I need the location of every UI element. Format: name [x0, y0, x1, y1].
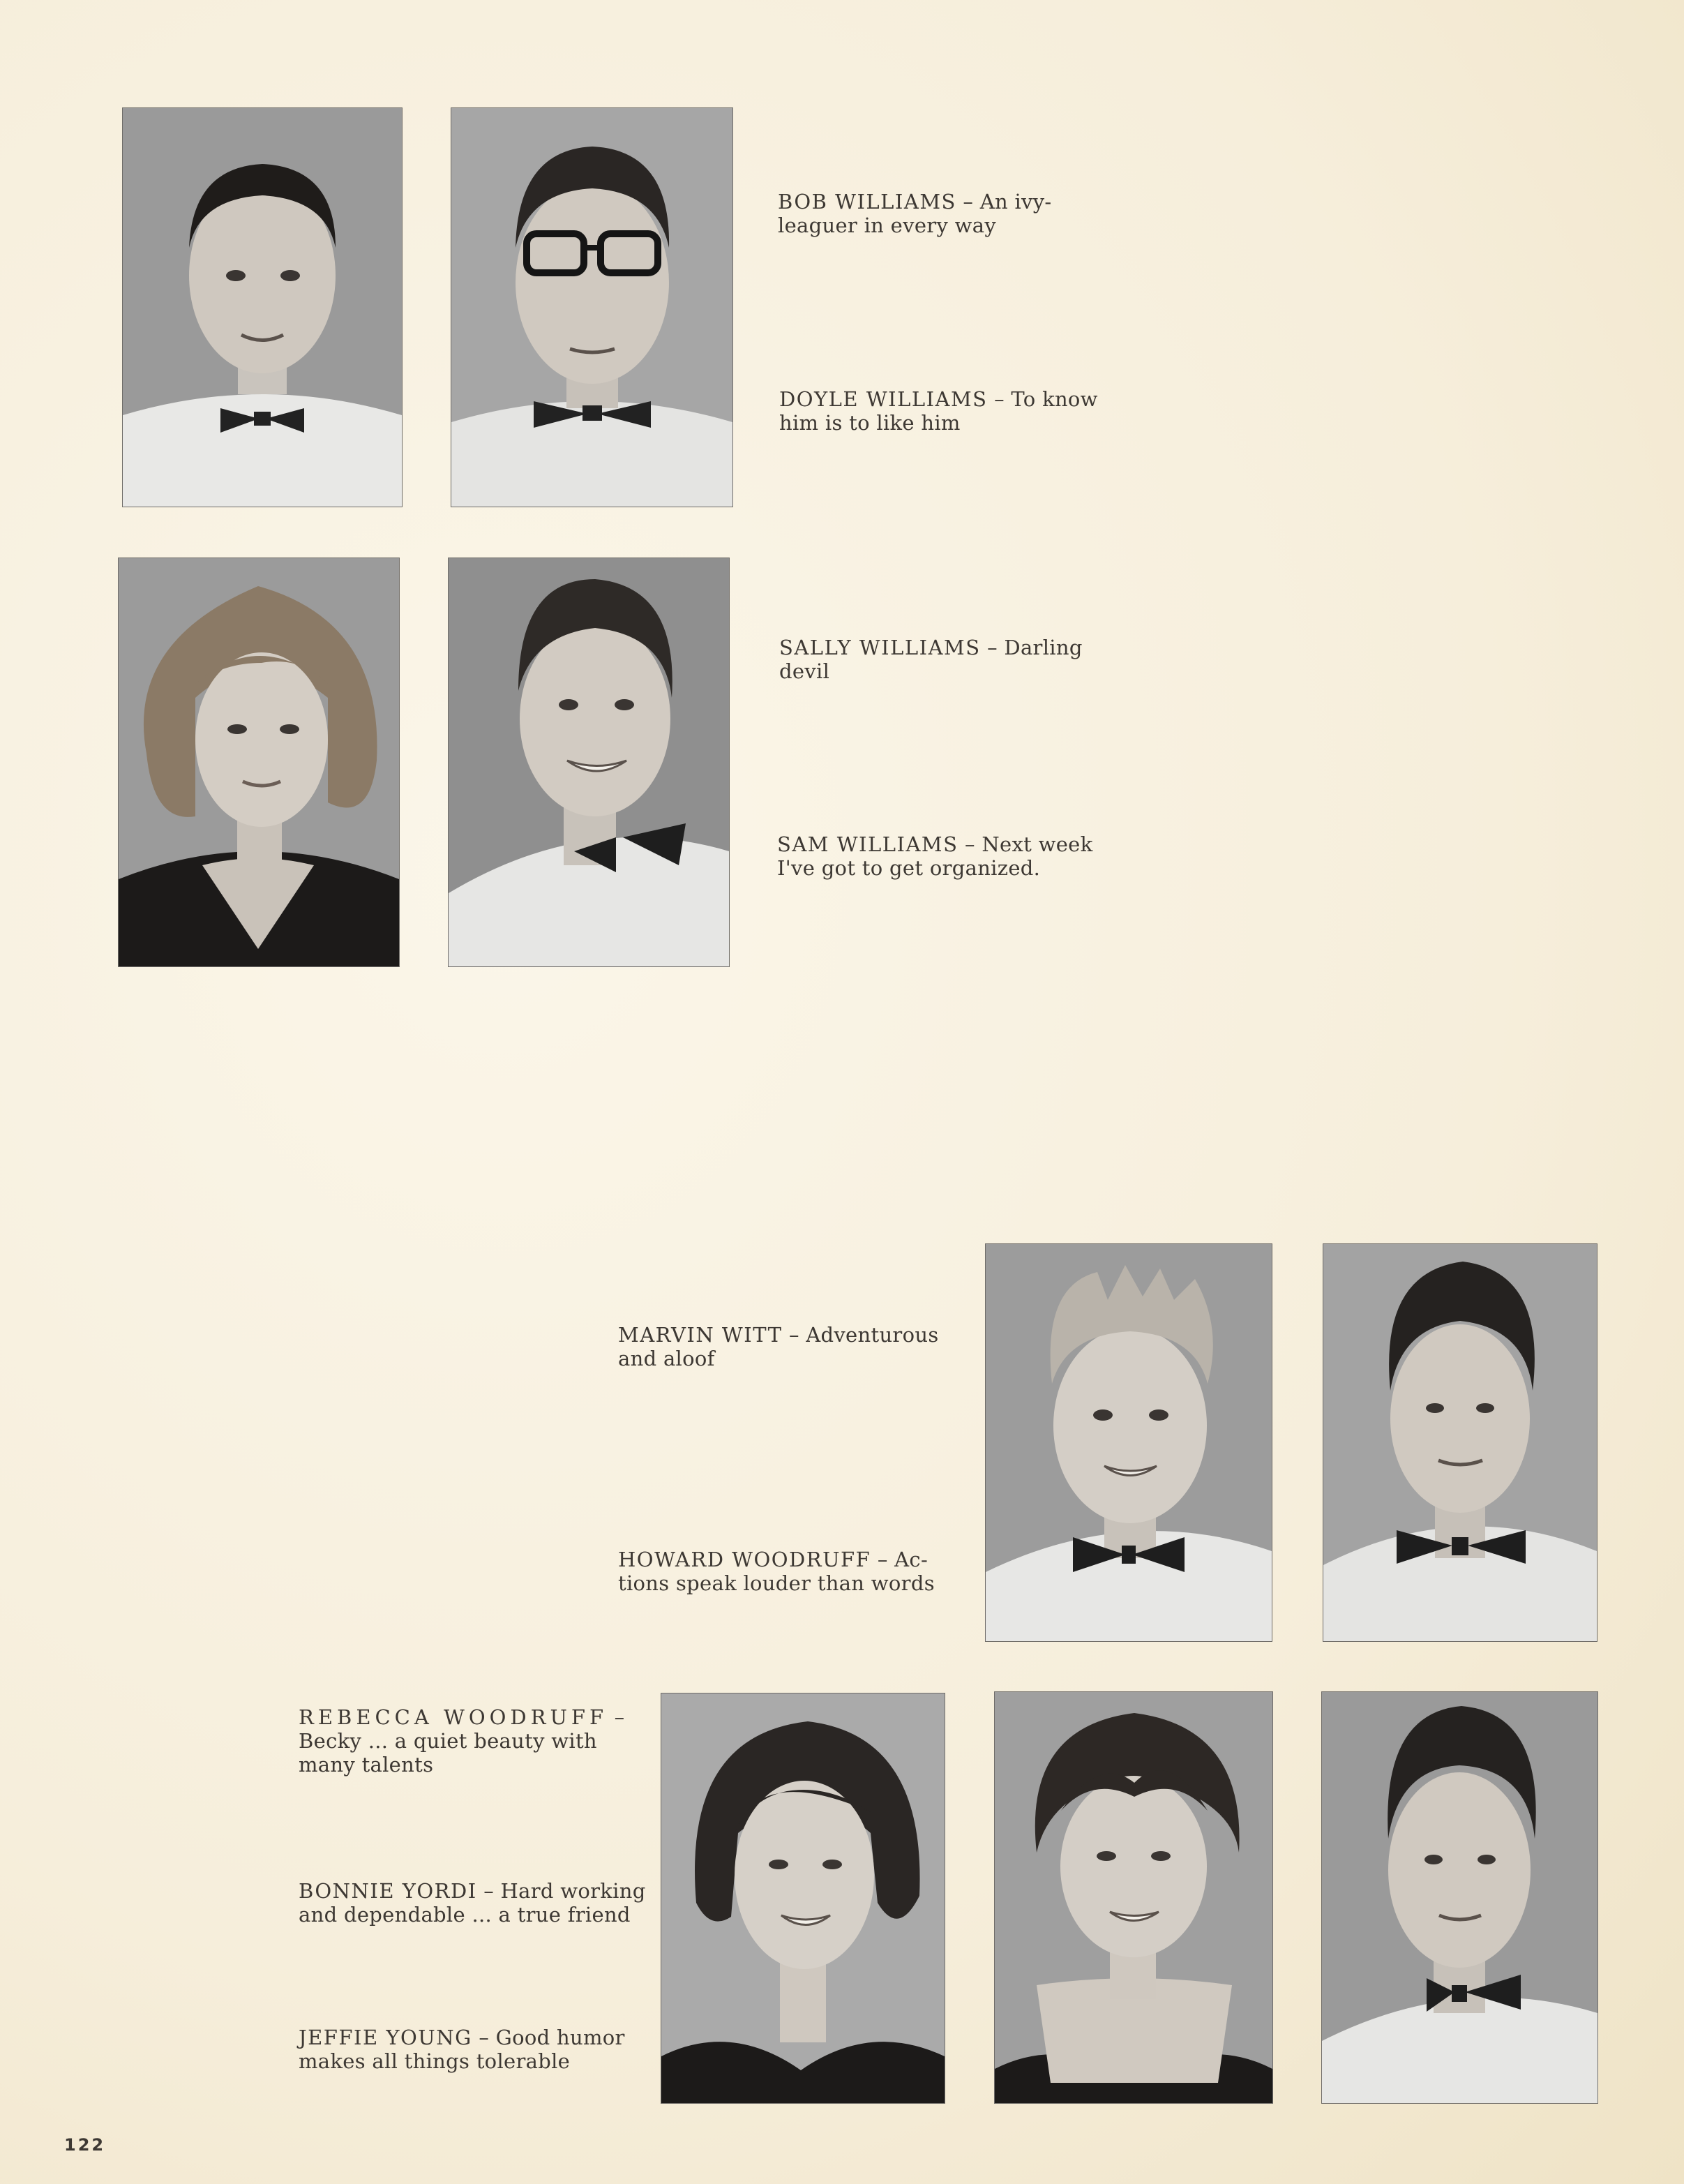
caption-howard-woodruff: HOWARD WOODRUFF – Ac- tions speak louder than words [618, 1548, 935, 1595]
portrait-marvin-witt [986, 1244, 1272, 1641]
portrait-jeffie-young [1322, 1692, 1597, 2103]
caption-doyle-williams: DOYLE WILLIAMS – To know him is to like him [779, 387, 1098, 435]
portrait-rebecca-woodruff [661, 1693, 945, 2103]
portrait-sally-williams [119, 558, 399, 966]
caption-sally-williams: SALLY WILLIAMS – Darling devil [779, 636, 1083, 683]
caption-jeffie-young: JEFFIE YOUNG – Good humor makes all things tolerable [299, 2026, 625, 2073]
portrait-howard-woodruff [1323, 1244, 1597, 1641]
page-number: 122 [64, 2135, 106, 2155]
portrait-bob-williams [123, 108, 402, 507]
caption-rebecca-woodruff: REBECCA WOODRUFF – Becky ... a quiet beauty with many talents [299, 1705, 625, 1777]
portrait-doyle-williams [451, 108, 732, 507]
caption-bob-williams: BOB WILLIAMS – An ivy- leaguer in every way [778, 190, 1052, 237]
caption-marvin-witt: MARVIN WITT – Adventurous and aloof [618, 1323, 939, 1370]
caption-bonnie-yordi: BONNIE YORDI – Hard working and dependable ... a true friend [299, 1879, 646, 1927]
caption-sam-williams: SAM WILLIAMS – Next week I've got to get organized. [777, 832, 1093, 880]
portrait-sam-williams [449, 558, 729, 966]
portrait-bonnie-yordi [995, 1692, 1272, 2103]
